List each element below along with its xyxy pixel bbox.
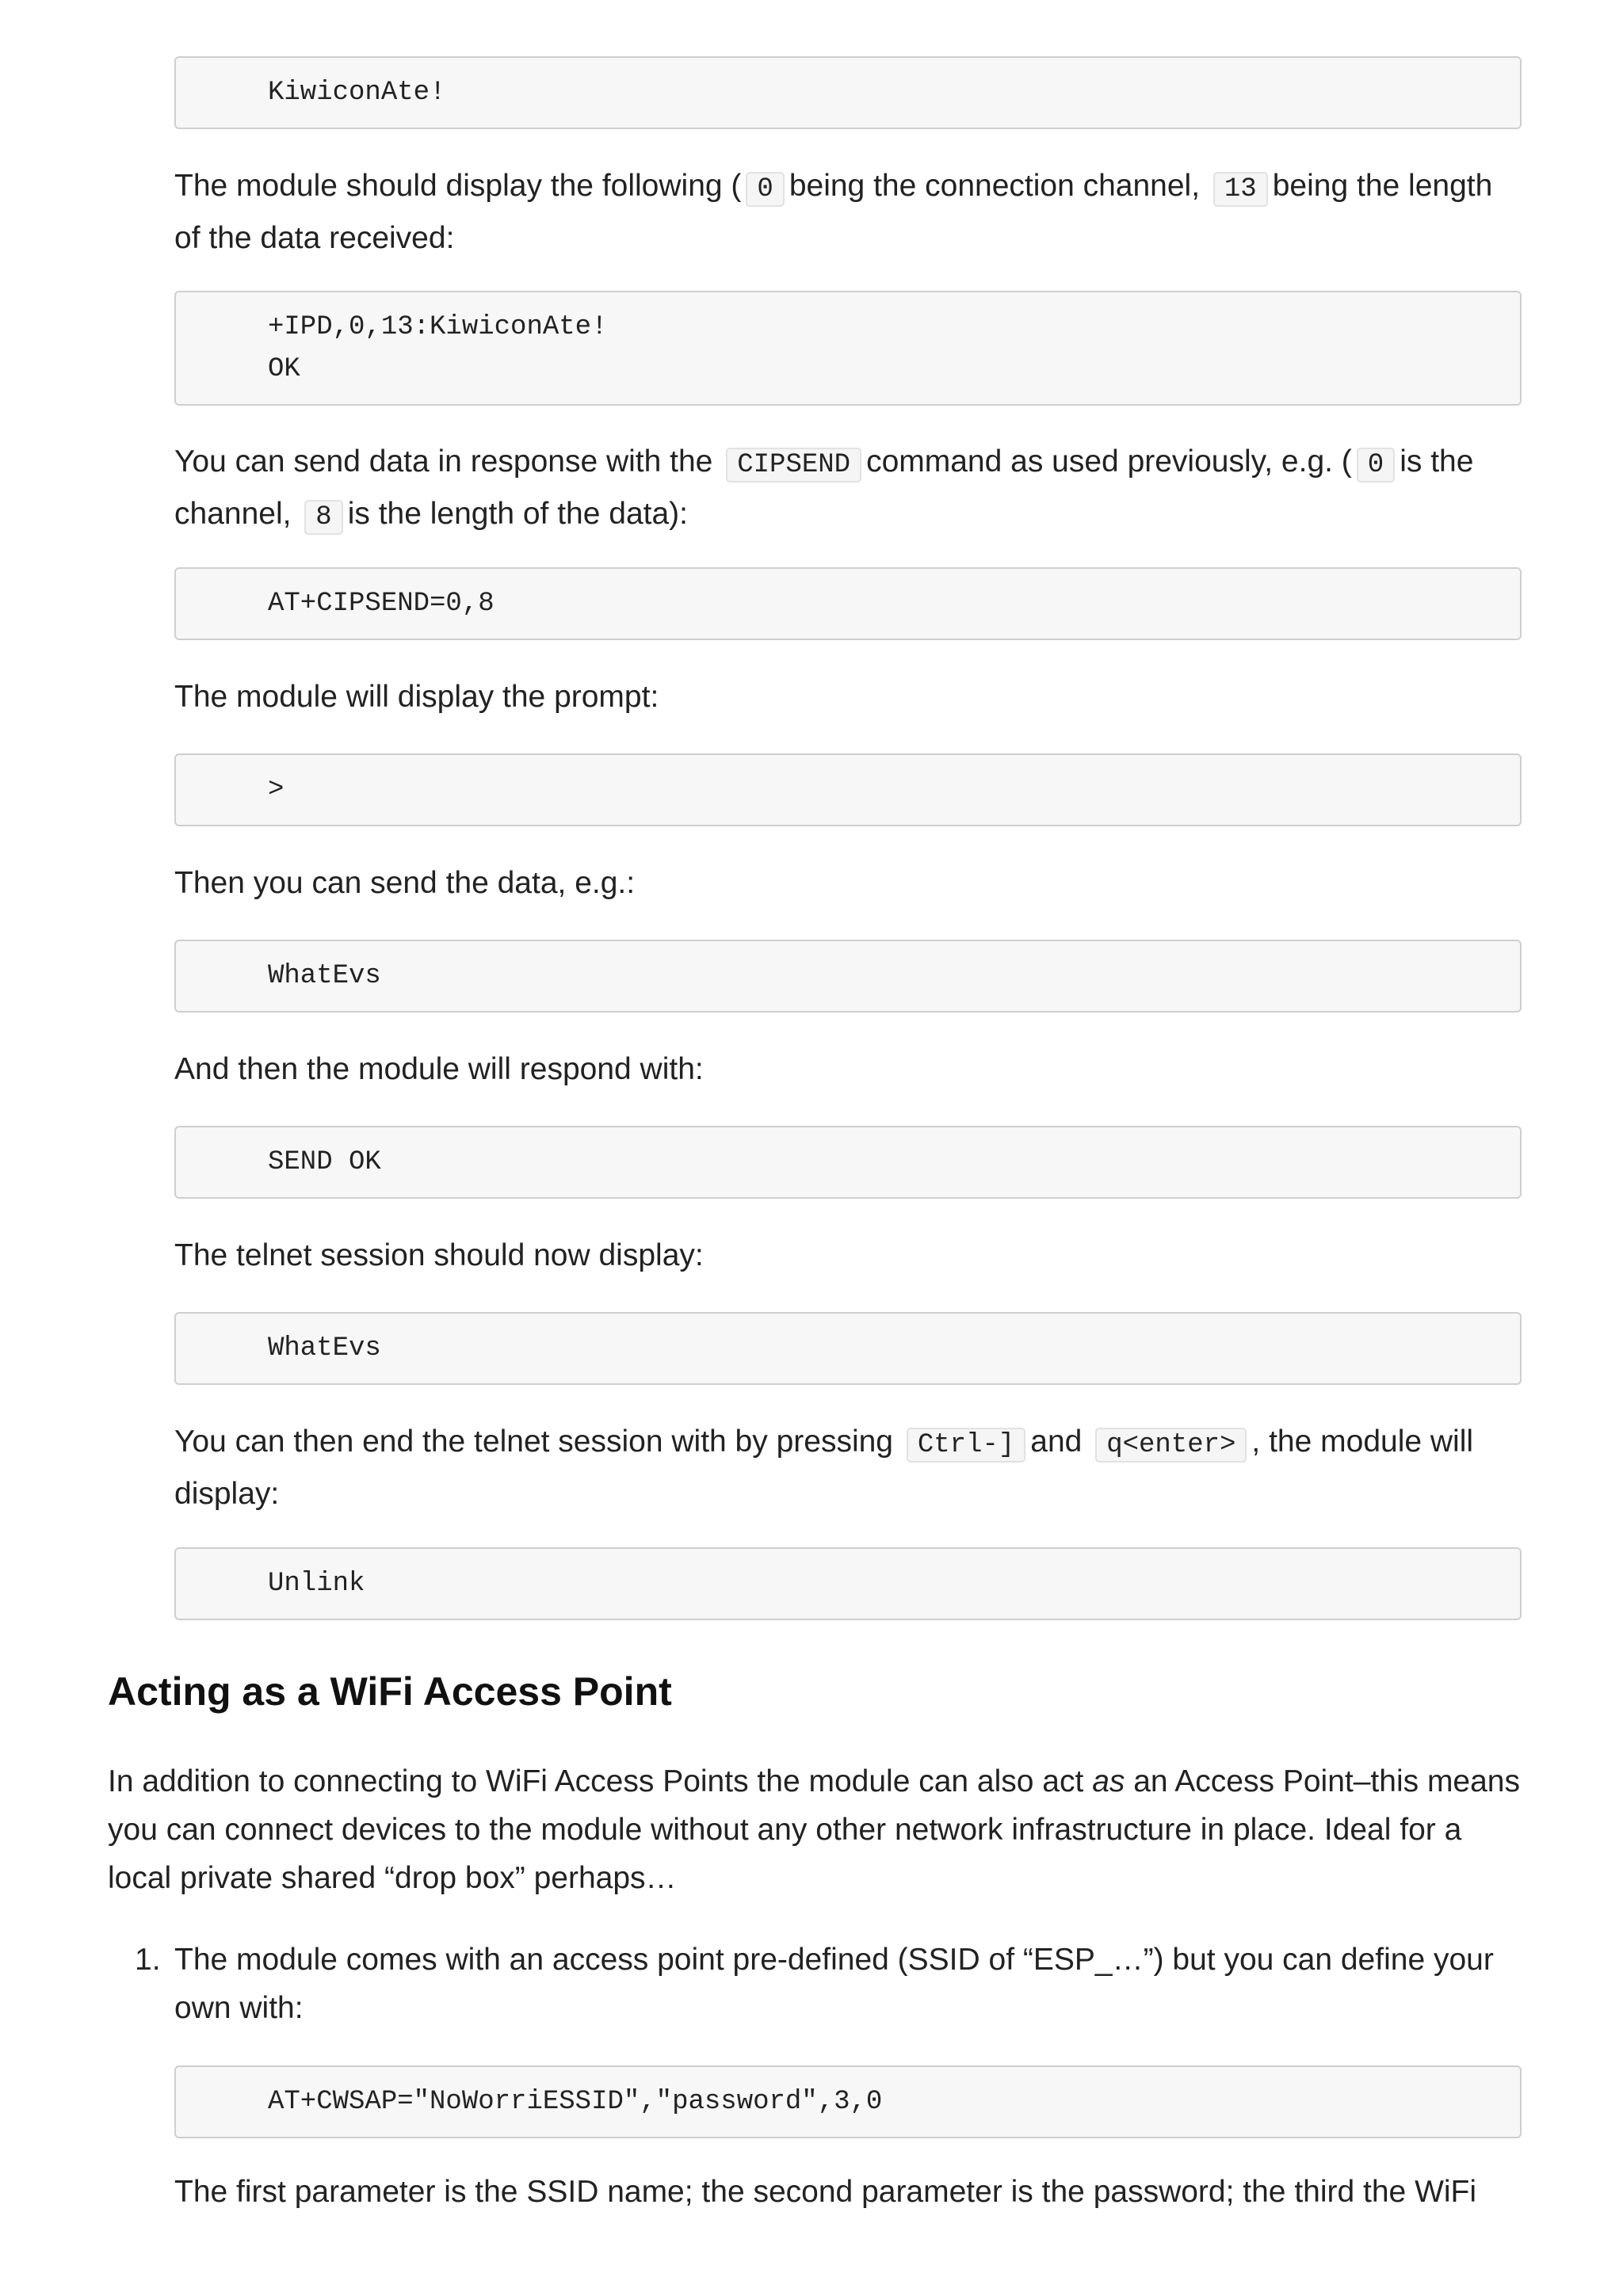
inline-code-ctrl-bracket: Ctrl-] <box>907 1428 1025 1463</box>
section-heading: Acting as a WiFi Access Point <box>108 1669 672 1714</box>
paragraph-line: local private shared “drop box” perhaps… <box>108 1861 677 1895</box>
paragraph-line: The module comes with an access point pre-defined (SSID of “ESP_…”) but you can define your <box>174 1943 1494 1977</box>
paragraph-line: Then you can send the data, e.g.: <box>174 866 636 900</box>
paragraph-line: own with: <box>174 1991 304 2025</box>
text-span: and <box>1030 1425 1083 1459</box>
paragraph-line <box>174 162 1522 214</box>
text-span: is the <box>1400 444 1474 479</box>
code-line: AT+CIPSEND=0,8 <box>268 588 495 619</box>
code-block-kiwicon <box>174 56 1522 129</box>
inline-code-channel: 0 <box>746 172 784 207</box>
inline-code-length: 13 <box>1213 172 1268 207</box>
paragraph-line: you can connect devices to the module without any other network infrastructure in place. Ideal for a <box>108 1813 1462 1847</box>
paragraph-line <box>174 1417 1522 1470</box>
paragraph-display-following <box>174 162 1522 262</box>
text-span: being the connection channel, <box>789 169 1201 203</box>
code-block-unlink <box>174 1547 1522 1620</box>
code-line: OK <box>268 353 300 384</box>
code-block-whatevs-send <box>174 940 1522 1013</box>
inline-code-q-enter: q<enter> <box>1095 1428 1247 1463</box>
paragraph-line: The first parameter is the SSID name; the second parameter is the password; the third the WiFi <box>174 2175 1477 2209</box>
code-line: KiwiconAte! <box>268 77 446 108</box>
paragraph-line <box>108 1757 1522 1806</box>
emphasis-text: as <box>1092 1764 1125 1798</box>
code-line: AT+CWSAP="NoWorriESSID","password",3,0 <box>268 2086 883 2117</box>
code-block-prompt <box>174 753 1522 826</box>
paragraph-parameters <box>174 2168 1522 2216</box>
code-block-cwsap <box>174 2065 1522 2138</box>
paragraph-line <box>174 437 1522 490</box>
text-span: an Access Point–this means <box>1133 1764 1521 1798</box>
inline-code-cipsend: CIPSEND <box>726 448 861 482</box>
text-span: , the module will <box>1251 1425 1474 1459</box>
paragraph-telnet-display <box>174 1231 1522 1280</box>
paragraph-respond <box>174 1045 1522 1093</box>
text-span: being the length <box>1272 169 1493 203</box>
code-block-cipsend <box>174 567 1522 640</box>
inline-code-length: 8 <box>304 500 342 535</box>
code-block-ipd-output <box>174 291 1522 406</box>
code-line: WhatEvs <box>268 960 381 991</box>
code-line: WhatEvs <box>268 1333 381 1363</box>
list-item-define-ap <box>174 1936 1522 2032</box>
text-span: channel, <box>174 497 292 531</box>
paragraph-line: of the data received: <box>174 221 455 255</box>
paragraph-line: And then the module will respond with: <box>174 1052 704 1086</box>
paragraph-end-telnet <box>174 1417 1522 1518</box>
text-span: You can then end the telnet session with by pressing <box>174 1425 893 1459</box>
paragraph-then-send <box>174 859 1522 907</box>
text-span: is the length of the data): <box>347 497 688 531</box>
paragraph-access-point-intro <box>108 1757 1522 1902</box>
code-block-send-ok <box>174 1126 1522 1199</box>
code-block-whatevs-telnet <box>174 1312 1522 1385</box>
paragraph-line <box>174 490 1522 542</box>
paragraph-line: The module will display the prompt: <box>174 680 659 714</box>
paragraph-send-response <box>174 437 1522 542</box>
code-line: +IPD,0,13:KiwiconAte! <box>268 311 608 342</box>
paragraph-line: display: <box>174 1477 280 1511</box>
paragraph-prompt <box>174 673 1522 721</box>
code-line: > <box>268 774 285 805</box>
code-line: SEND OK <box>268 1146 381 1177</box>
text-span: In addition to connecting to WiFi Access Points the module can also act <box>108 1764 1084 1798</box>
list-item-number: 1. <box>135 1943 161 1977</box>
paragraph-line: The telnet session should now display: <box>174 1238 704 1272</box>
code-line: Unlink <box>268 1568 365 1599</box>
inline-code-channel: 0 <box>1357 448 1395 482</box>
text-span: command as used previously, e.g. ( <box>866 444 1352 479</box>
text-span: You can send data in response with the <box>174 444 713 479</box>
text-span: The module should display the following ( <box>174 169 742 203</box>
